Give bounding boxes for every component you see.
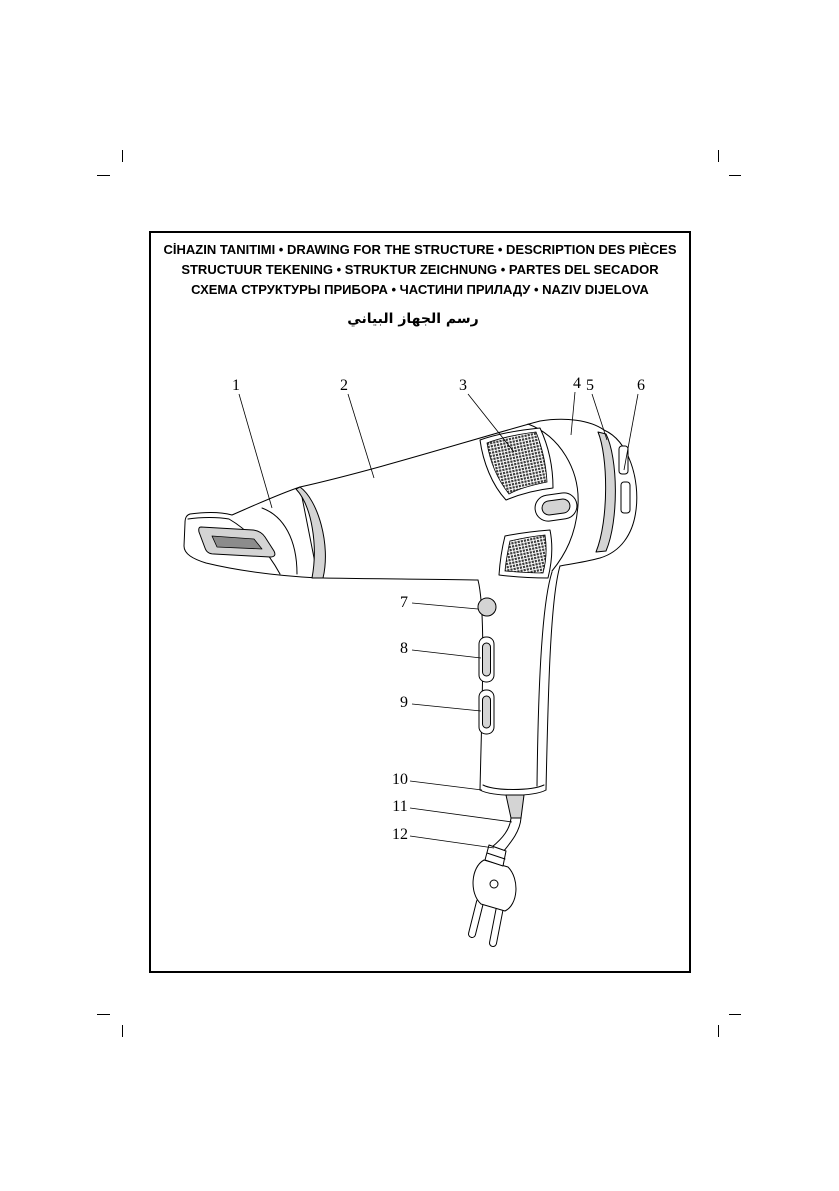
callout-number-5: 5 (586, 377, 594, 394)
hanging-loop (483, 785, 544, 790)
leader-line-10 (410, 781, 482, 790)
leader-line-11 (410, 808, 512, 822)
callout-number-4: 4 (573, 375, 581, 392)
slide-switch-upper-knob (483, 643, 491, 676)
body-top-edge (300, 419, 604, 487)
handle-rear-edge (546, 566, 560, 790)
rear-cap-slot-lower (621, 482, 630, 513)
body-bottom-edge (323, 578, 478, 580)
rear-cap-ring (596, 432, 615, 552)
title-line-2: STRUCTUUR TEKENING • STRUKTUR ZEICHNUNG • PARTES DEL SECADOR (181, 262, 659, 277)
hair-dryer-drawing (184, 419, 637, 943)
leader-line-8 (412, 650, 481, 658)
leader-line-4 (571, 392, 575, 435)
callout-number-7: 7 (400, 594, 408, 611)
crop-mark-bottom-left (97, 1015, 123, 1038)
callout-number-11: 11 (392, 798, 408, 815)
handle-grip-seam (537, 572, 552, 786)
callout-number-2: 2 (340, 377, 348, 394)
leader-line-9 (412, 704, 481, 711)
plug-pin-left (472, 902, 480, 934)
leader-line-1 (239, 394, 272, 508)
leader-line-7 (412, 603, 478, 609)
callout-number-10: 10 (392, 771, 408, 788)
body-oval-button (533, 491, 578, 523)
crop-mark-bottom-right (719, 1015, 742, 1038)
callout-number-1: 1 (232, 377, 240, 394)
title-line-3: СХЕМА СТРУКТУРЫ ПРИБОРА • ЧАСТИНИ ПРИЛАДУ • NAZIV DIJELOVA (191, 282, 649, 297)
handle-bottom (480, 790, 546, 795)
callout-numbers (232, 375, 645, 843)
power-cord (492, 818, 521, 852)
crop-mark-top-right (719, 150, 742, 176)
callout-number-3: 3 (459, 377, 467, 394)
callout-number-12: 12 (392, 826, 408, 843)
leader-line-6 (624, 394, 638, 470)
title-line-1: CİHAZIN TANITIMI • DRAWING FOR THE STRUCTURE • DESCRIPTION DES PIÈCES (163, 242, 677, 257)
crop-mark-top-left (97, 150, 123, 176)
callout-number-9: 9 (400, 694, 408, 711)
title-line-arabic: رسم الجهاز البياني (347, 311, 479, 327)
cord-strain-relief (506, 795, 524, 818)
round-button (478, 598, 496, 616)
lower-air-grille (505, 535, 546, 573)
plug-pin-right (493, 907, 500, 943)
leader-line-2 (348, 394, 374, 478)
diagram-frame (150, 232, 690, 972)
rear-cap-slot-upper (619, 446, 628, 474)
slide-switch-lower-knob (483, 696, 491, 728)
callout-number-6: 6 (637, 377, 645, 394)
leader-line-12 (410, 836, 494, 848)
leader-lines (239, 392, 638, 848)
callout-number-8: 8 (400, 640, 408, 657)
